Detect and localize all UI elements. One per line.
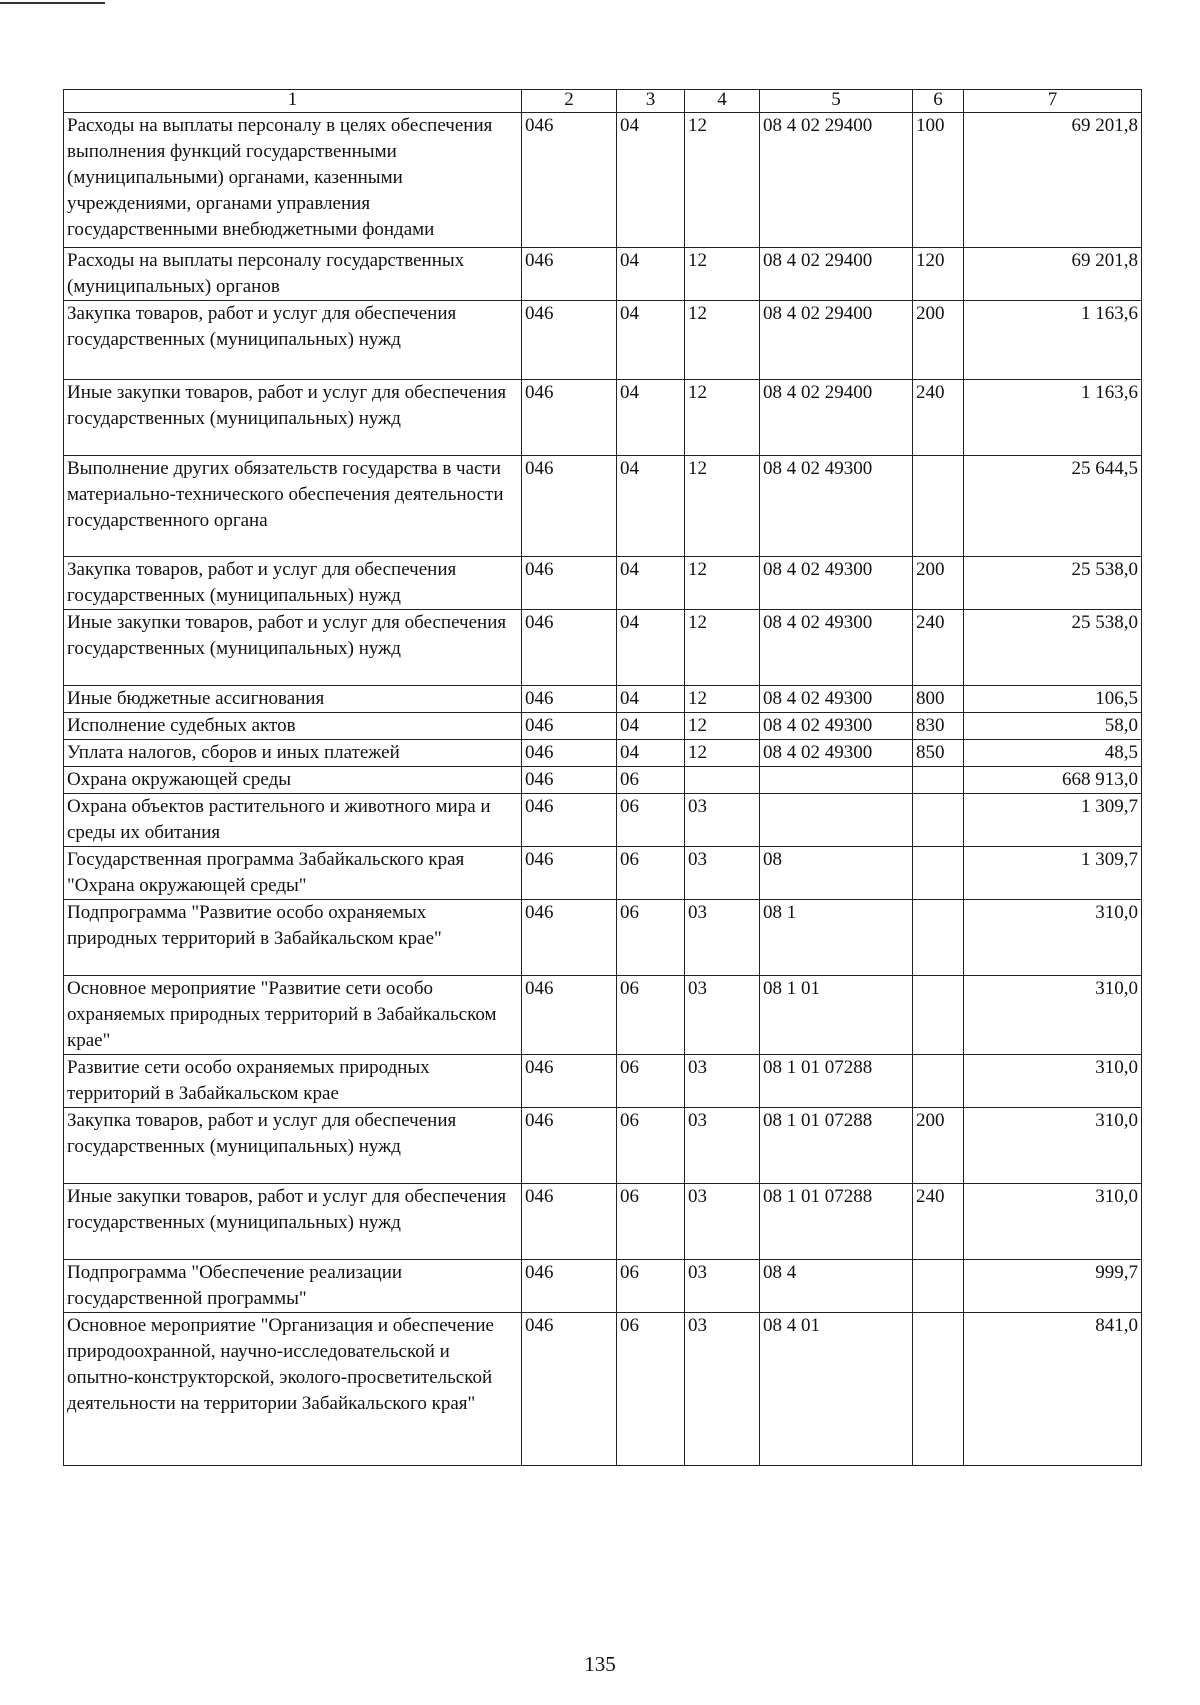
expense-type-cell [913, 976, 964, 1055]
section-code-cell: 04 [617, 380, 685, 456]
section-code-cell: 06 [617, 1108, 685, 1184]
subsection-code-cell: 03 [685, 976, 760, 1055]
table-row [64, 456, 1142, 557]
expense-type-cell [913, 456, 964, 557]
table-row [64, 740, 1142, 767]
admin-code-cell: 046 [522, 740, 617, 767]
expense-type-cell: 120 [913, 248, 964, 301]
section-code-cell: 04 [617, 740, 685, 767]
expense-type-cell [913, 1055, 964, 1108]
admin-code-cell: 046 [522, 976, 617, 1055]
table-row [64, 1055, 1142, 1108]
expense-type-cell [913, 847, 964, 900]
section-code-cell: 06 [617, 1184, 685, 1260]
item-name-cell: Исполнение судебных актов [64, 713, 522, 740]
expense-type-cell [913, 1260, 964, 1313]
admin-code-cell: 046 [522, 1260, 617, 1313]
amount-cell: 310,0 [964, 1055, 1142, 1108]
target-code-cell: 08 1 [760, 900, 913, 976]
table-row [64, 301, 1142, 380]
expense-type-cell: 830 [913, 713, 964, 740]
admin-code-cell: 046 [522, 686, 617, 713]
scan-artifact-line [0, 2, 105, 4]
item-name-cell: Закупка товаров, работ и услуг для обеспечения государственных (муниципальных) нужд [64, 557, 522, 610]
table-row [64, 847, 1142, 900]
subsection-code-cell: 03 [685, 794, 760, 847]
item-name-cell: Иные закупки товаров, работ и услуг для обеспечения государственных (муниципальных) нужд [64, 610, 522, 686]
table-row [64, 380, 1142, 456]
target-code-cell: 08 4 02 49300 [760, 740, 913, 767]
section-code-cell: 04 [617, 248, 685, 301]
item-name-cell: Расходы на выплаты персоналу государственных (муниципальных) органов [64, 248, 522, 301]
section-code-cell: 06 [617, 900, 685, 976]
item-name-cell: Основное мероприятие "Организация и обеспечение природоохранной, научно-исследовательской и опытно-конструкторской, эколого-просветительской деятельности на территории Забайкальского края" [64, 1313, 522, 1466]
admin-code-cell: 046 [522, 301, 617, 380]
item-name-cell: Иные закупки товаров, работ и услуг для обеспечения государственных (муниципальных) нужд [64, 380, 522, 456]
amount-cell: 69 201,8 [964, 113, 1142, 248]
expense-type-cell: 240 [913, 610, 964, 686]
subsection-code-cell: 12 [685, 113, 760, 248]
target-code-cell: 08 4 02 49300 [760, 456, 913, 557]
item-name-cell: Основное мероприятие "Развитие сети особо охраняемых природных территорий в Забайкальском крае" [64, 976, 522, 1055]
table-row [64, 976, 1142, 1055]
target-code-cell [760, 767, 913, 794]
expense-type-cell: 200 [913, 301, 964, 380]
section-code-cell: 06 [617, 847, 685, 900]
item-name-cell: Иные бюджетные ассигнования [64, 686, 522, 713]
target-code-cell: 08 4 02 29400 [760, 301, 913, 380]
target-code-cell [760, 794, 913, 847]
section-code-cell: 06 [617, 767, 685, 794]
amount-cell: 1 309,7 [964, 847, 1142, 900]
column-header-7: 7 [964, 90, 1142, 113]
section-code-cell: 04 [617, 610, 685, 686]
section-code-cell: 04 [617, 456, 685, 557]
admin-code-cell: 046 [522, 1055, 617, 1108]
table-row [64, 113, 1142, 248]
target-code-cell: 08 4 02 49300 [760, 557, 913, 610]
admin-code-cell: 046 [522, 557, 617, 610]
subsection-code-cell: 03 [685, 1108, 760, 1184]
table-row [64, 713, 1142, 740]
column-header-4: 4 [685, 90, 760, 113]
subsection-code-cell: 12 [685, 686, 760, 713]
subsection-code-cell: 03 [685, 1055, 760, 1108]
amount-cell: 310,0 [964, 1108, 1142, 1184]
amount-cell: 999,7 [964, 1260, 1142, 1313]
item-name-cell: Закупка товаров, работ и услуг для обеспечения государственных (муниципальных) нужд [64, 301, 522, 380]
target-code-cell: 08 4 01 [760, 1313, 913, 1466]
subsection-code-cell: 12 [685, 456, 760, 557]
section-code-cell: 04 [617, 113, 685, 248]
section-code-cell: 06 [617, 1055, 685, 1108]
subsection-code-cell: 03 [685, 900, 760, 976]
item-name-cell: Выполнение других обязательств государства в части материально-технического обеспечения деятельности государственного органа [64, 456, 522, 557]
column-header-5: 5 [760, 90, 913, 113]
subsection-code-cell: 12 [685, 610, 760, 686]
item-name-cell: Расходы на выплаты персоналу в целях обеспечения выполнения функций государственными (муниципальными) органами, казенными учреждениями, органами управления государственными внебюджетными фондами [64, 113, 522, 248]
expense-type-cell: 200 [913, 557, 964, 610]
target-code-cell: 08 1 01 07288 [760, 1108, 913, 1184]
item-name-cell: Уплата налогов, сборов и иных платежей [64, 740, 522, 767]
admin-code-cell: 046 [522, 1108, 617, 1184]
item-name-cell: Подпрограмма "Развитие особо охраняемых природных территорий в Забайкальском крае" [64, 900, 522, 976]
target-code-cell: 08 4 02 49300 [760, 610, 913, 686]
target-code-cell: 08 1 01 07288 [760, 1055, 913, 1108]
subsection-code-cell: 12 [685, 301, 760, 380]
target-code-cell: 08 1 01 [760, 976, 913, 1055]
amount-cell: 69 201,8 [964, 248, 1142, 301]
section-code-cell: 06 [617, 976, 685, 1055]
admin-code-cell: 046 [522, 847, 617, 900]
amount-cell: 25 644,5 [964, 456, 1142, 557]
target-code-cell: 08 [760, 847, 913, 900]
admin-code-cell: 046 [522, 456, 617, 557]
admin-code-cell: 046 [522, 248, 617, 301]
budget-table [63, 89, 1142, 1466]
amount-cell: 106,5 [964, 686, 1142, 713]
admin-code-cell: 046 [522, 1313, 617, 1466]
section-code-cell: 04 [617, 557, 685, 610]
amount-cell: 310,0 [964, 900, 1142, 976]
expense-type-cell [913, 1313, 964, 1466]
section-code-cell: 06 [617, 1313, 685, 1466]
admin-code-cell: 046 [522, 900, 617, 976]
table-row [64, 1108, 1142, 1184]
target-code-cell: 08 4 [760, 1260, 913, 1313]
table-row [64, 900, 1142, 976]
item-name-cell: Государственная программа Забайкальского края "Охрана окружающей среды" [64, 847, 522, 900]
target-code-cell: 08 4 02 29400 [760, 248, 913, 301]
expense-type-cell [913, 900, 964, 976]
amount-cell: 1 163,6 [964, 380, 1142, 456]
expense-type-cell: 100 [913, 113, 964, 248]
item-name-cell: Развитие сети особо охраняемых природных территорий в Забайкальском крае [64, 1055, 522, 1108]
admin-code-cell: 046 [522, 767, 617, 794]
column-header-1: 1 [64, 90, 522, 113]
table-row [64, 557, 1142, 610]
subsection-code-cell: 12 [685, 248, 760, 301]
table-row [64, 1260, 1142, 1313]
table-row [64, 248, 1142, 301]
expense-type-cell: 240 [913, 380, 964, 456]
column-header-2: 2 [522, 90, 617, 113]
item-name-cell: Охрана объектов растительного и животного мира и среды их обитания [64, 794, 522, 847]
expense-type-cell [913, 794, 964, 847]
amount-cell: 1 309,7 [964, 794, 1142, 847]
subsection-code-cell: 03 [685, 847, 760, 900]
expense-type-cell: 850 [913, 740, 964, 767]
table-row [64, 794, 1142, 847]
section-code-cell: 06 [617, 1260, 685, 1313]
amount-cell: 25 538,0 [964, 557, 1142, 610]
section-code-cell: 04 [617, 686, 685, 713]
admin-code-cell: 046 [522, 610, 617, 686]
admin-code-cell: 046 [522, 794, 617, 847]
subsection-code-cell: 12 [685, 557, 760, 610]
table-row [64, 1313, 1142, 1466]
table-row [64, 610, 1142, 686]
header-row [64, 90, 1142, 113]
amount-cell: 25 538,0 [964, 610, 1142, 686]
target-code-cell: 08 4 02 29400 [760, 113, 913, 248]
admin-code-cell: 046 [522, 380, 617, 456]
subsection-code-cell [685, 767, 760, 794]
table-body [64, 113, 1142, 1466]
amount-cell: 841,0 [964, 1313, 1142, 1466]
subsection-code-cell: 12 [685, 713, 760, 740]
subsection-code-cell: 03 [685, 1260, 760, 1313]
item-name-cell: Охрана окружающей среды [64, 767, 522, 794]
expense-type-cell [913, 767, 964, 794]
subsection-code-cell: 12 [685, 380, 760, 456]
admin-code-cell: 046 [522, 1184, 617, 1260]
table-row [64, 1184, 1142, 1260]
section-code-cell: 04 [617, 713, 685, 740]
expense-type-cell: 800 [913, 686, 964, 713]
target-code-cell: 08 4 02 29400 [760, 380, 913, 456]
table-row [64, 686, 1142, 713]
amount-cell: 1 163,6 [964, 301, 1142, 380]
expense-type-cell: 200 [913, 1108, 964, 1184]
column-header-3: 3 [617, 90, 685, 113]
target-code-cell: 08 1 01 07288 [760, 1184, 913, 1260]
amount-cell: 310,0 [964, 976, 1142, 1055]
section-code-cell: 04 [617, 301, 685, 380]
item-name-cell: Иные закупки товаров, работ и услуг для обеспечения государственных (муниципальных) нужд [64, 1184, 522, 1260]
admin-code-cell: 046 [522, 713, 617, 740]
subsection-code-cell: 03 [685, 1313, 760, 1466]
target-code-cell: 08 4 02 49300 [760, 713, 913, 740]
subsection-code-cell: 12 [685, 740, 760, 767]
amount-cell: 48,5 [964, 740, 1142, 767]
table-row [64, 767, 1142, 794]
section-code-cell: 06 [617, 794, 685, 847]
amount-cell: 310,0 [964, 1184, 1142, 1260]
expense-type-cell: 240 [913, 1184, 964, 1260]
amount-cell: 58,0 [964, 713, 1142, 740]
amount-cell: 668 913,0 [964, 767, 1142, 794]
column-header-6: 6 [913, 90, 964, 113]
admin-code-cell: 046 [522, 113, 617, 248]
item-name-cell: Закупка товаров, работ и услуг для обеспечения государственных (муниципальных) нужд [64, 1108, 522, 1184]
page-number: 135 [584, 1652, 616, 1676]
item-name-cell: Подпрограмма "Обеспечение реализации государственной программы" [64, 1260, 522, 1313]
subsection-code-cell: 03 [685, 1184, 760, 1260]
target-code-cell: 08 4 02 49300 [760, 686, 913, 713]
